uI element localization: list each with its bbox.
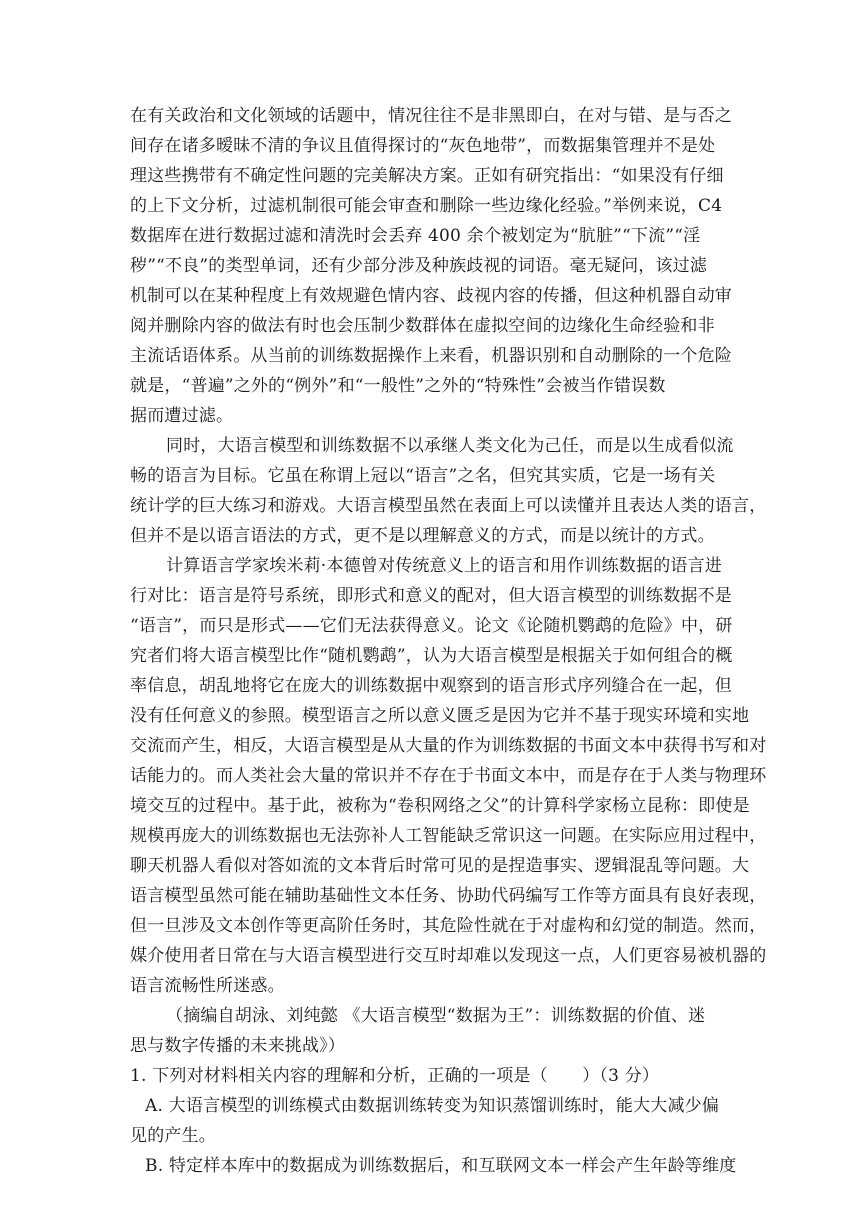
text-line: 话能力的。而人类社会大量的常识并不存在于书面文本中，而是存在于人类与物理环 (130, 766, 767, 786)
source-citation: （摘编自胡泳、刘纯懿 《大语言模型“数据为王”：训练数据的价值、迷 (166, 1006, 706, 1026)
text-line: 机制可以在某种程度上有效规避色情内容、歧视内容的传播，但这种机器自动审 (130, 286, 732, 306)
option-a: 见的产生。 (130, 1126, 216, 1146)
text-line: 在有关政治和文化领域的话题中，情况往往不是非黑即白，在对与错、是与否之 (130, 106, 732, 126)
text-line: 就是，“普遍”之外的“例外”和“一般性”之外的“特殊性”会被当作错误数 (130, 376, 666, 396)
text-line: 媒介使用者日常在与大语言模型进行交互时却难以发现这一点，人们更容易被机器的 (130, 946, 767, 966)
text-line: 畅的语言为目标。它虽在称谓上冠以“语言”之名，但究其实质，它是一场有关 (130, 466, 716, 486)
text-line: 秽”“不良”的类型单词，还有少部分涉及种族歧视的词语。毫无疑问，该过滤 (130, 256, 708, 276)
option-a: A. 大语言模型的训练模式由数据训练转变为知识蒸馏训练时，能大大减少偏 (145, 1096, 720, 1116)
text-line: 的上下文分析，过滤机制很可能会审查和删除一些边缘化经验。”举例来说，C4 (130, 196, 723, 216)
text-line: 主流话语体系。从当前的训练数据操作上来看，机器识别和自动删除的一个危险 (130, 346, 732, 366)
question-stem: 1. 下列对材料相关内容的理解和分析，正确的一项是（ ）（3 分） (130, 1066, 660, 1086)
text-line: 行对比：语言是符号系统，即形式和意义的配对，但大语言模型的训练数据不是 (130, 586, 732, 606)
text-line: 阅并删除内容的做法有时也会压制少数群体在虚拟空间的边缘化生命经验和非 (130, 316, 715, 336)
source-citation: 思与数字传播的未来挑战》） (130, 1036, 346, 1056)
text-line: 率信息，胡乱地将它在庞大的训练数据中观察到的语言形式序列缝合在一起，但 (130, 676, 732, 696)
text-line: 理这些携带有不确定性问题的完美解决方案。正如有研究指出：“如果没有仔细 (130, 166, 724, 186)
text-line: 交流而产生，相反，大语言模型是从大量的作为训练数据的书面文本中获得书写和对 (130, 736, 767, 756)
text-line: 聊天机器人看似对答如流的文本背后时常可见的是捏造事实、逻辑混乱等问题。大 (130, 856, 750, 876)
text-line: 究者们将大语言模型比作“随机鹦鹉”，认为大语言模型是根据关于如何组合的概 (130, 646, 733, 666)
text-line: 但并不是以语言语法的方式，更不是以理解意义的方式，而是以统计的方式。 (130, 526, 715, 546)
text-line: 据而遭过滤。 (130, 406, 234, 426)
text-line: 统计学的巨大练习和游戏。大语言模型虽然在表面上可以读懂并且表达人类的语言， (130, 496, 767, 516)
text-line: 语言模型虽然可能在辅助基础性文本任务、协助代码编写工作等方面具有良好表现， (130, 886, 767, 906)
text-line: 数据库在进行数据过滤和清洗时会丢弃 400 余个被划定为“肮脏”“下流”“淫 (130, 226, 701, 246)
text-line: 同时，大语言模型和训练数据不以承继人类文化为己任，而是以生成看似流 (166, 436, 734, 456)
text-line: 语言流畅性所迷惑。 (130, 976, 285, 996)
text-line: 规模再庞大的训练数据也无法弥补人工智能缺乏常识这一问题。在实际应用过程中， (130, 826, 767, 846)
text-line: 但一旦涉及文本创作等更高阶任务时，其危险性就在于对虚构和幻觉的制造。然而， (130, 916, 767, 936)
text-line: 境交互的过程中。基于此，被称为“卷积网络之父”的计算科学家杨立昆称：即使是 (130, 796, 750, 816)
text-line: “语言”，而只是形式——它们无法获得意义。论文《论随机鹦鹉的危险》中，研 (130, 616, 733, 636)
text-line: 没有任何意义的参照。模型语言之所以意义匮乏是因为它并不基于现实环境和实地 (130, 706, 750, 726)
text-line: 计算语言学家埃米莉·本德曾对传统意义上的语言和用作训练数据的语言进 (166, 556, 723, 576)
text-line: 间存在诸多暧昧不清的争议且值得探讨的“灰色地带”，而数据集管理并不是处 (130, 136, 716, 156)
option-b: B. 特定样本库中的数据成为训练数据后，和互联网文本一样会产生年龄等维度 (145, 1156, 737, 1176)
